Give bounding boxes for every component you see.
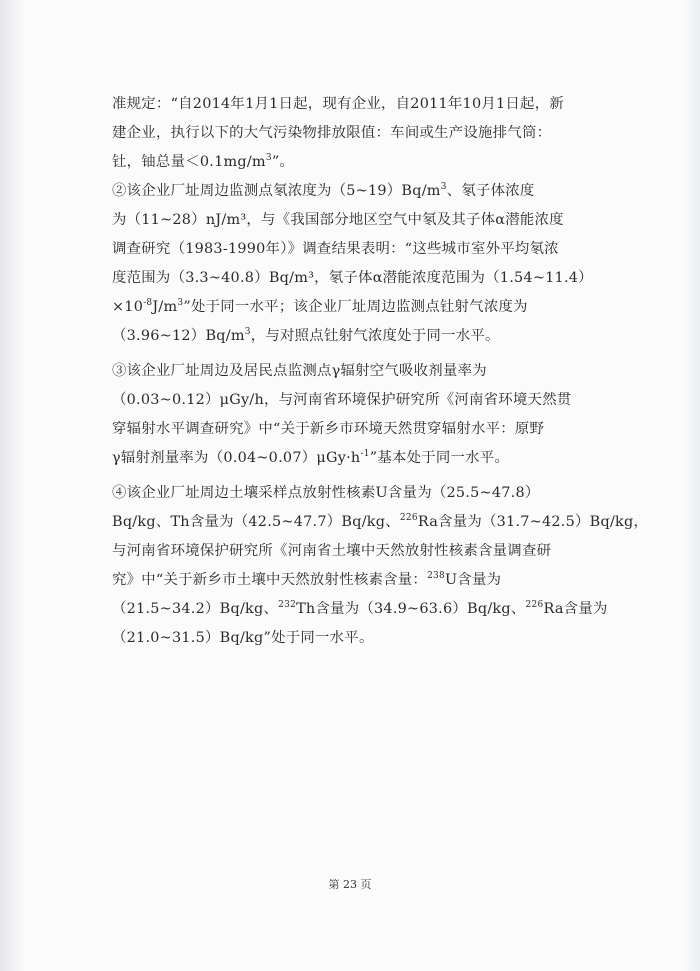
- text-span: ，与对照点钍射气浓度处于同一水平。: [250, 328, 500, 344]
- page-number: 第 23 页: [328, 878, 372, 891]
- text-span: ”处于同一水平；该企业厂址周边监测点钍射气浓度为: [183, 299, 528, 315]
- text-line: [112, 444, 590, 473]
- superscript: 226: [525, 600, 544, 610]
- text-span: Th含量为（34.9~63.6）Bq/kg、: [296, 601, 526, 617]
- text-span: 、氡子体浓度: [446, 183, 535, 199]
- text-line: [112, 293, 590, 322]
- text-line: 与河南省环境保护研究所《河南省土壤中天然放射性核素含量调查研: [112, 543, 552, 559]
- superscript: 3: [177, 298, 184, 308]
- paragraph-soil-nuclides: [112, 479, 649, 653]
- text-span: ×10: [112, 299, 144, 315]
- text-line: [112, 177, 590, 206]
- text-line: 准规定：“自2014年1月1日起，现有企业，自2011年10月1日起，新: [112, 96, 564, 112]
- text-line: ③该企业厂址周边及居民点监测点γ辐射空气吸收剂量率为: [112, 363, 487, 379]
- text-span: Ra含量为（31.7~42.5）Bq/kg，: [417, 514, 649, 530]
- text-line: [112, 508, 649, 537]
- text-span: 究》中“关于新乡市土壤中天然放射性核素含量：: [112, 572, 428, 588]
- text-line: 调查研究（1983-1990年）》调查结果表明：“这些城市室外平均氡浓: [112, 241, 559, 257]
- text-span: （21.5~34.2）Bq/kg、: [112, 601, 279, 617]
- text-span: J/m: [152, 299, 178, 315]
- superscript: 3: [244, 327, 251, 337]
- text-line: [112, 595, 608, 624]
- superscript: 232: [278, 600, 297, 610]
- text-line: （0.03~0.12）μGy/h，与河南省环境保护研究所《河南省环境天然贯: [112, 392, 572, 408]
- text-span: Bq/kg、Th含量为（42.5~47.7）Bq/kg、: [112, 514, 400, 530]
- body-text: [112, 90, 649, 653]
- text-line: [112, 566, 590, 595]
- paragraph-emission-standard: [112, 90, 590, 177]
- superscript: 3: [440, 182, 447, 192]
- text-line: 穿辐射水平调查研究》中“关于新乡市环境天然贯穿辐射水平：原野: [112, 421, 545, 437]
- text-span: ”。: [271, 154, 295, 170]
- text-line: （21.0~31.5）Bq/kg”处于同一水平。: [112, 630, 374, 646]
- text-line: 建企业，执行以下的大气污染物排放限值：车间或生产设施排气筒：: [112, 125, 552, 141]
- text-span: U含量为: [445, 572, 502, 588]
- superscript: -8: [143, 298, 153, 308]
- text-span: ②该企业厂址周边监测点氡浓度为（5~19）Bq/m: [112, 183, 441, 199]
- superscript: -1: [360, 449, 370, 459]
- text-line: ④该企业厂址周边土壤采样点放射性核素U含量为（25.5~47.8）: [112, 485, 540, 501]
- text-line: [112, 322, 590, 351]
- paragraph-gamma-dose: [112, 357, 590, 473]
- text-span: ”基本处于同一水平。: [369, 450, 510, 466]
- paragraph-radon: [112, 177, 593, 351]
- text-line: [112, 148, 590, 177]
- superscript: 238: [427, 571, 445, 581]
- text-span: 钍，铀总量＜0.1mg/m: [112, 154, 266, 170]
- text-span: （3.96~12）Bq/m: [112, 328, 245, 344]
- text-span: Ra含量为: [543, 601, 608, 617]
- text-span: γ辐射剂量率为（0.04~0.07）μGy·h: [112, 450, 361, 466]
- text-line: 度范围为（3.3~40.8）Bq/m³，氡子体α潜能浓度范围为（1.54~11.4）: [112, 270, 593, 286]
- superscript: 226: [399, 513, 418, 523]
- superscript: 3: [265, 153, 272, 163]
- text-line: 为（11~28）nJ/m³，与《我国部分地区空气中氡及其子体α潜能浓度: [112, 212, 564, 228]
